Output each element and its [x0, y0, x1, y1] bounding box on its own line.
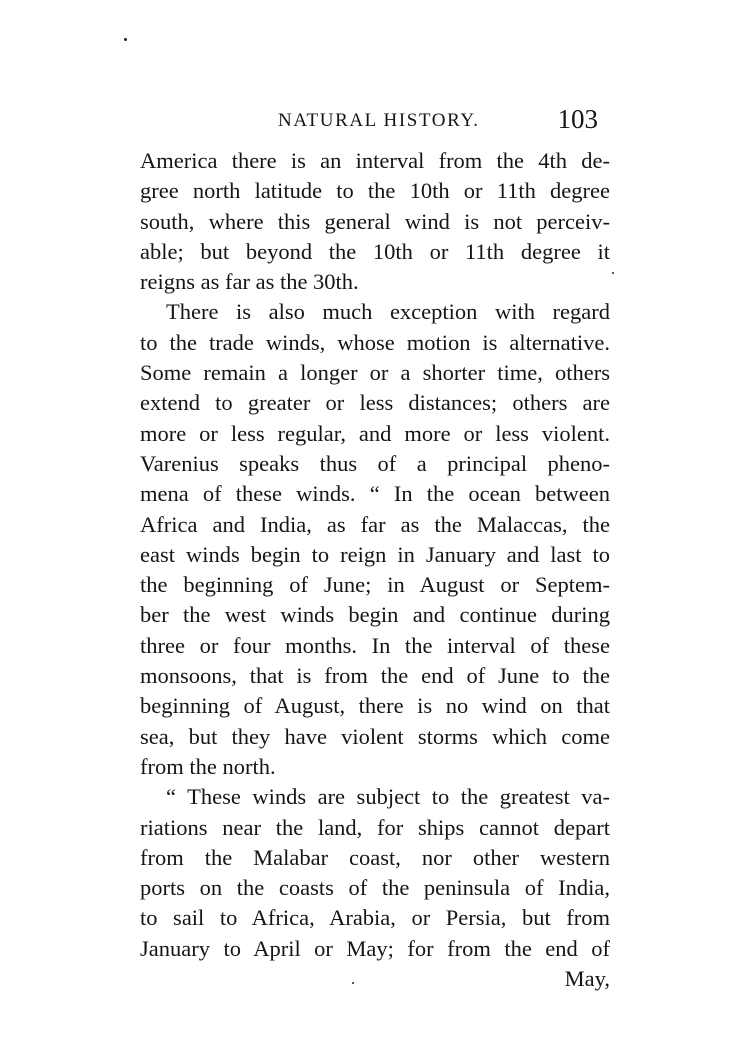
text-line: Africa and India, as far as the Malaccas, the — [140, 511, 610, 537]
text-line: from the north. — [140, 753, 276, 779]
text-line: to sail to Africa, Arabia, or Persia, but from — [140, 905, 610, 931]
text-line: extend to greater or less distances; others are — [140, 390, 610, 416]
text-line: mena of these winds. “ In the ocean between — [140, 481, 610, 507]
text-line: from the Malabar coast, nor other western — [140, 844, 610, 870]
ink-speck — [124, 38, 127, 41]
text-line: There is also much exception with regard — [166, 299, 610, 325]
text-line: Varenius speaks thus of a principal pheno- — [140, 450, 610, 476]
text-line: America there is an interval from the 4th de- — [140, 148, 610, 173]
text-line: monsoons, that is from the end of June to the — [140, 663, 610, 689]
page-number: 103 — [557, 104, 598, 134]
text-line: able; but beyond the 10th or 11th degree it — [140, 238, 610, 264]
text-line: south, where this general wind is not perceiv- — [140, 208, 610, 234]
text-line: beginning of August, there is no wind on that — [140, 693, 610, 719]
running-head — [140, 104, 610, 140]
text-line: three or four months. In the interval of these — [140, 632, 610, 658]
ink-speck — [612, 272, 614, 274]
text-line: ports on the coasts of the peninsula of India, — [140, 875, 610, 901]
text-line: January to April or May; for from the end of — [140, 935, 610, 961]
text-line: the beginning of June; in August or Septem- — [140, 572, 610, 598]
body-text — [140, 146, 610, 994]
text-line: ber the west winds begin and continue during — [140, 602, 610, 628]
text-line: sea, but they have violent storms which come — [140, 723, 610, 749]
text-line: to the trade winds, whose motion is alternative. — [140, 329, 610, 355]
text-line: riations near the land, for ships cannot depart — [140, 814, 610, 840]
catchword: May, — [564, 966, 610, 992]
text-line: east winds begin to reign in January and last to — [140, 541, 610, 567]
text-line: gree north latitude to the 10th or 11th degree — [140, 178, 610, 204]
text-line: reigns as far as the 30th. — [140, 269, 359, 295]
text-line: Some remain a longer or a shorter time, others — [140, 360, 610, 386]
text-line: “ These winds are subject to the greatest va- — [166, 784, 610, 810]
running-head-title: NATURAL HISTORY. — [278, 110, 480, 131]
text-line: more or less regular, and more or less violent. — [140, 420, 610, 446]
